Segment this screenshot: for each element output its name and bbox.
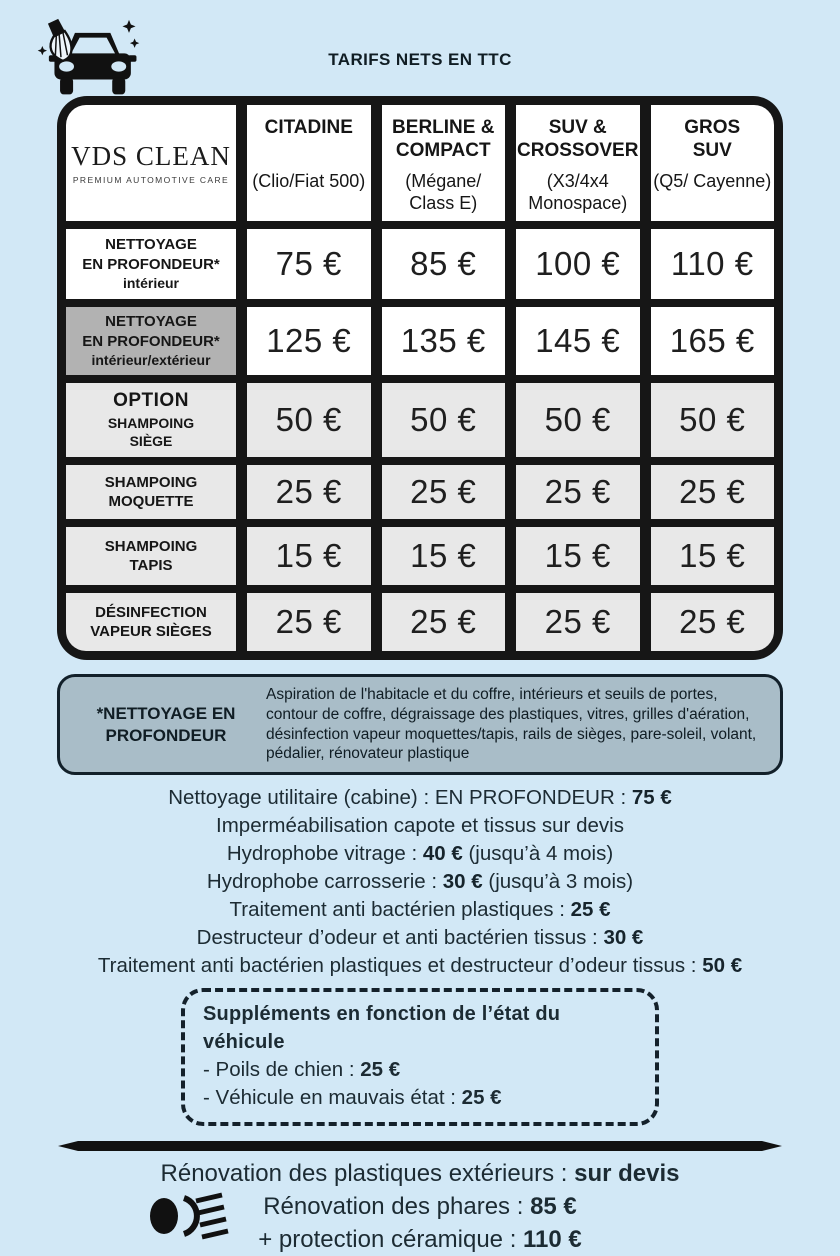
service-line: Traitement anti bactérien plastiques : 25 € bbox=[229, 898, 611, 922]
price-cell: 165 € bbox=[651, 307, 775, 375]
service-line: Hydrophobe carrosserie : 30 € (jusqu’à 3 mois) bbox=[206, 870, 634, 894]
supplements-box bbox=[181, 988, 659, 1126]
price-cell: 25 € bbox=[382, 593, 506, 651]
row-label-nettoyage-int-ext: NETTOYAGE EN PROFONDEUR* intérieur/extérieur bbox=[66, 307, 236, 375]
price-cell: 15 € bbox=[247, 527, 371, 585]
row-label-desinfection-vapeur: DÉSINFECTION VAPEUR SIÈGES bbox=[66, 593, 236, 651]
cleaning-brush bbox=[48, 19, 72, 61]
price-cell: 110 € bbox=[651, 229, 775, 299]
column-header-suv: SUV & CROSSOVER (X3/4x4 Monospace) bbox=[516, 105, 640, 221]
price-cell: 25 € bbox=[651, 465, 775, 519]
column-header-citadine: CITADINE (Clio/Fiat 500) bbox=[247, 105, 371, 221]
price-cell: 145 € bbox=[516, 307, 640, 375]
row-label-shampoing-tapis: SHAMPOING TAPIS bbox=[66, 527, 236, 585]
column-header-berline: BERLINE & COMPACT (Mégane/ Class E) bbox=[382, 105, 506, 221]
headlight-icon bbox=[146, 1187, 234, 1245]
brand-logo-cell bbox=[66, 105, 236, 221]
service-line: Imperméabilisation capote et tissus sur devis bbox=[216, 814, 624, 838]
price-cell: 50 € bbox=[382, 383, 506, 457]
note-title: *NETTOYAGE EN PROFONDEUR bbox=[96, 704, 236, 745]
bottom-section bbox=[0, 1157, 840, 1256]
price-cell: 25 € bbox=[516, 465, 640, 519]
price-cell: 100 € bbox=[516, 229, 640, 299]
column-header-gros-suv: GROS SUV (Q5/ Cayenne) bbox=[651, 105, 775, 221]
row-label-shampoing-moquette: SHAMPOING MOQUETTE bbox=[66, 465, 236, 519]
pricing-table bbox=[57, 96, 783, 660]
bottom-line: Rénovation des phares : 85 € bbox=[263, 1193, 577, 1221]
price-cell: 25 € bbox=[382, 465, 506, 519]
price-cell: 135 € bbox=[382, 307, 506, 375]
price-cell: 15 € bbox=[516, 527, 640, 585]
row-label-nettoyage-interieur: NETTOYAGE EN PROFONDEUR* intérieur bbox=[66, 229, 236, 299]
bottom-line: + protection céramique : 110 € bbox=[258, 1226, 582, 1254]
section-divider bbox=[58, 1141, 782, 1151]
brand-name: VDS CLEAN bbox=[71, 141, 231, 171]
price-cell: 25 € bbox=[516, 593, 640, 651]
price-cell: 15 € bbox=[651, 527, 775, 585]
bottom-line: Rénovation des plastiques extérieurs : sur devis bbox=[160, 1160, 680, 1188]
price-cell: 50 € bbox=[651, 383, 775, 457]
service-line: Hydrophobe vitrage : 40 € (jusqu’à 4 mois) bbox=[226, 842, 614, 866]
service-line: Nettoyage utilitaire (cabine) : EN PROFONDEUR : 75 € bbox=[168, 786, 672, 810]
price-cell: 25 € bbox=[651, 593, 775, 651]
supplements-title: Suppléments en fonction de l’état du véhicule bbox=[203, 1003, 561, 1054]
price-cell: 15 € bbox=[382, 527, 506, 585]
row-label-option-shampoing-siege: OPTION SHAMPOING SIÈGE bbox=[66, 383, 236, 457]
service-line: Traitement anti bactérien plastiques et destructeur d’odeur tissus : 50 € bbox=[97, 954, 743, 978]
note-text: Aspiration de l'habitacle et du coffre, intérieurs et seuils de portes, contour de coffre, dégraissage des plastiques, vitres, grilles d'aération, désinfection vapeur moquettes/tapis, rails de sièges, pare-soleil, volant, pédalier, rénovateur plastique bbox=[266, 686, 757, 763]
supplement-item: - Poils de chien : 25 € bbox=[203, 1058, 401, 1082]
supplement-item: - Véhicule en mauvais état : 25 € bbox=[203, 1086, 502, 1110]
page-header bbox=[0, 0, 840, 96]
price-cell: 25 € bbox=[247, 593, 371, 651]
price-cell: 75 € bbox=[247, 229, 371, 299]
extra-services-list bbox=[0, 784, 840, 980]
service-line: Destructeur d’odeur et anti bactérien tissus : 30 € bbox=[196, 926, 644, 950]
price-cell: 50 € bbox=[516, 383, 640, 457]
price-cell: 50 € bbox=[247, 383, 371, 457]
brand-tagline: PREMIUM AUTOMOTIVE CARE bbox=[72, 175, 230, 185]
price-cell: 85 € bbox=[382, 229, 506, 299]
price-cell: 25 € bbox=[247, 465, 371, 519]
price-cell: 125 € bbox=[247, 307, 371, 375]
car-wash-icon bbox=[36, 18, 140, 100]
deep-clean-note-box bbox=[57, 674, 783, 775]
page-title: TARIFS NETS EN TTC bbox=[328, 50, 512, 69]
